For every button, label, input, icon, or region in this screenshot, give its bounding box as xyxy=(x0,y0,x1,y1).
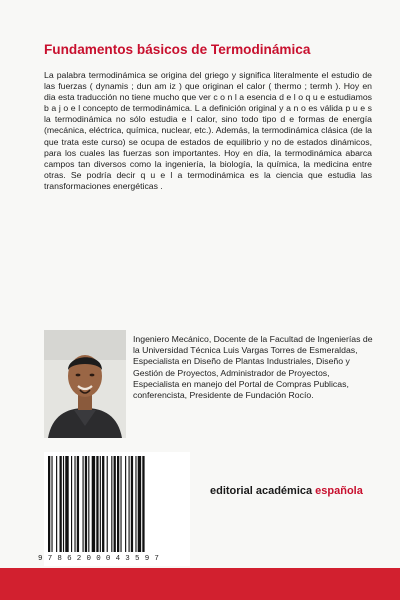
barcode-bar xyxy=(129,456,130,552)
barcode-bar xyxy=(114,456,116,552)
barcode-bar xyxy=(125,456,126,552)
author-bio: Ingeniero Mecánico, Docente de la Facultad de Ingenierías de la Universidad Técnica Luis Vargas Torres de Esmeraldas, Especialista en Diseño de Plantas Industriales, Diseño y Gestión de Proyectos, Administrador de Proyectos, Especialista en manejo del Portal de Compras Publicas, conferencista, Presidente de Fundación Rocío. xyxy=(133,334,373,401)
barcode-bar xyxy=(56,456,57,552)
barcode-bar xyxy=(100,456,101,552)
barcode-bar xyxy=(88,456,89,552)
red-footer-band xyxy=(0,568,400,600)
barcode-bar xyxy=(142,456,144,552)
barcode-bar xyxy=(111,456,112,552)
author-portrait-image xyxy=(44,330,126,438)
barcode-bar xyxy=(63,456,64,552)
barcode-bar xyxy=(60,456,62,552)
barcode-bars xyxy=(44,452,190,556)
barcode-bar xyxy=(51,456,52,552)
publisher-name xyxy=(210,485,380,497)
barcode-bar xyxy=(96,456,98,552)
barcode-bar xyxy=(138,456,141,552)
isbn-digits: 9786200043597 xyxy=(38,555,165,563)
barcode-bar xyxy=(107,456,108,552)
barcode-bar xyxy=(65,456,68,552)
barcode-bar xyxy=(117,456,119,552)
barcode-bar xyxy=(71,456,72,552)
barcode-bar xyxy=(135,456,136,552)
barcode-bar xyxy=(131,456,133,552)
book-description: La palabra termodinámica se origina del griego y significa literalmente el estudio de las fuerzas ( dynamis ; dun am iz ) que originan el calor ( thermo ; termh ). Hoy en dia esta traducción no tiene mucho que ver c o n l a esencia d e l o q u e estudiamos b a j o e l concepto de termodinámica. L a definición original y a n o es válida p u e s la termodinámica no sólo estudia e l calor, sino todo tipo d e formas de energía (mecánica, eléctrica, química, nuclear, etc.). Además, la termodinámica clásica (de la que trata este curso) se ocupa de estados de equilibrio y no de estados dinámicos, para los cuales las fuerzas son importantes. Hoy en día, la termodinámica abarca campos tan diversos como la ingeniería, la biología, la química, la medicina entre otras. Se podría decir q u e l a termodinámica es la ciencia que estudia las transformaciones energéticas . xyxy=(44,70,372,191)
barcode-bar xyxy=(102,456,104,552)
barcode-bar xyxy=(92,456,95,552)
barcode-bar xyxy=(48,456,50,552)
barcode-bar xyxy=(77,456,79,552)
barcode-bar xyxy=(85,456,87,552)
author-photo xyxy=(44,330,126,438)
barcode-bar xyxy=(83,456,84,552)
barcode-bar xyxy=(74,456,75,552)
barcode xyxy=(44,452,190,566)
publisher-name-accent: española xyxy=(315,485,363,497)
barcode-bar xyxy=(120,456,121,552)
publisher-name-main: editorial académica xyxy=(210,485,316,497)
book-title: Fundamentos básicos de Termodinámica xyxy=(44,42,311,57)
